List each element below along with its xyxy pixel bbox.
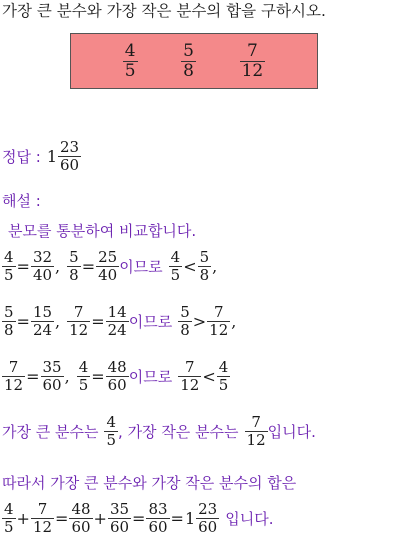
comparison-row-3 [2,360,230,393]
sum-suffix: 입니다. [225,509,274,528]
sum-t1-d: 5 [4,518,14,536]
fraction [67,305,90,338]
box-fractions-0-n: 4 [124,40,136,61]
comparison-row-2 [2,305,237,338]
fraction [169,250,183,283]
answer-whole: 1 [46,147,57,166]
plus: + [93,509,107,528]
fraction [31,305,54,338]
eq: = [91,367,105,386]
fraction [178,305,192,338]
fractions-box [70,33,318,89]
fraction [58,140,81,173]
fraction [217,360,231,393]
comparisons-0-a2-n: 32 [32,248,53,266]
comparisons-2-r-d: 5 [218,376,229,394]
comparisons-1-b2-n: 14 [107,303,127,321]
fraction [207,305,230,338]
mixed-number [185,502,219,535]
answer-d: 60 [60,156,80,174]
fraction [196,502,219,535]
comma: , [55,257,61,276]
comparisons-2-a2-d: 60 [42,376,62,394]
comparisons-1-b-n: 7 [73,303,84,321]
sum-intro: 따라서 가장 큰 분수와 가장 작은 분수의 합은 [2,474,297,492]
eq: = [16,312,30,331]
fraction [31,250,54,283]
comparisons-0-l-d: 5 [170,266,181,284]
fraction [2,305,16,338]
box-fractions-0-d: 5 [124,60,136,81]
sum-result-d: 60 [198,518,218,536]
fraction [146,502,169,535]
comparisons-0-r-d: 8 [199,266,210,284]
comparisons-2-b-d: 5 [78,376,89,394]
fraction [2,502,16,535]
eq: = [26,367,40,386]
fraction [106,360,129,393]
comma: , [231,312,237,331]
answer-value [47,140,81,173]
comparisons-2-text: 이므로 [128,367,173,386]
box-fraction-3 [240,40,266,81]
sum-t2-n: 7 [37,500,48,518]
comparisons-1-a-d: 8 [4,321,14,339]
box-fractions-1-n: 5 [183,40,194,61]
sum-line [2,502,273,535]
eq: = [91,312,105,331]
fraction [41,360,64,393]
comparisons-2-a-n: 7 [8,358,19,376]
box-fraction-1 [123,40,138,81]
comparisons-1-r-d: 12 [209,321,229,339]
comparisons-1-a2-d: 24 [32,321,53,339]
conclusion-p1: 가장 큰 분수는 [2,422,99,441]
box-fractions-2-n: 7 [246,40,258,61]
sum-result-n: 23 [198,500,218,518]
comparisons-0-a2-d: 40 [32,266,53,284]
comparisons-0-l-n: 4 [170,248,181,266]
comparisons-0-a-d: 5 [4,266,14,284]
comma: , [212,257,218,276]
step-intro: 분모를 통분하여 비교합니다. [8,222,197,240]
comparisons-0-b2-n: 25 [98,248,118,266]
plus: + [16,509,30,528]
fraction [178,360,201,393]
answer-label: 정답 : [2,147,41,166]
box-fractions-2-d: 12 [241,60,264,81]
comparisons-2-b-n: 4 [78,358,89,376]
comparisons-2-l-d: 12 [180,376,200,394]
fraction [198,250,212,283]
answer-line [2,140,81,173]
fraction [96,250,119,283]
fraction [69,502,92,535]
conclusion-line [2,415,316,448]
eq: = [81,257,96,276]
comparisons-2-b2-d: 60 [107,376,127,394]
eq: = [55,509,69,528]
answer-n: 23 [60,138,80,156]
conclusion-p2: , 가장 작은 분수는 [118,422,239,441]
fraction [245,415,268,448]
comparisons-2-a-d: 12 [4,376,24,394]
conclusion-small-d: 12 [246,431,266,449]
sum-t1-n: 4 [4,500,14,518]
conclusion-big-n: 4 [106,413,117,431]
sum-t5-n: 83 [148,500,168,518]
eq: = [170,509,184,528]
conclusion-small-n: 7 [251,413,261,431]
comparisons-0-b-n: 5 [69,248,79,266]
conclusion-big-d: 5 [106,431,117,449]
box-fraction-2 [181,40,196,81]
comparisons-2-a2-n: 35 [42,358,62,376]
sum-t5-d: 60 [148,518,168,536]
sum-t4-n: 35 [109,500,130,518]
comparisons-0-b2-d: 40 [98,266,118,284]
sum-t2-d: 12 [32,518,53,536]
fraction [77,360,91,393]
comparisons-1-b2-d: 24 [107,321,127,339]
comparisons-1-a2-n: 15 [32,303,53,321]
comparisons-2-op: < [202,367,216,386]
comma: , [55,312,61,331]
comparisons-1-l-n: 5 [180,303,190,321]
comparisons-2-l-n: 7 [184,358,195,376]
comparisons-1-text: 이므로 [128,312,173,331]
comparisons-1-r-n: 7 [213,303,224,321]
comparisons-1-l-d: 8 [180,321,190,339]
comparisons-2-r-n: 4 [218,358,229,376]
comparisons-1-b-d: 12 [69,321,89,339]
fraction [31,502,54,535]
comparisons-1-a-n: 5 [4,303,14,321]
comparisons-0-r-n: 5 [199,248,210,266]
fraction [2,250,16,283]
question-text: 가장 큰 분수와 가장 작은 분수의 합을 구하시오. [2,2,326,20]
comparisons-0-b-d: 8 [69,266,79,284]
box-fractions-1-d: 8 [183,60,194,81]
fraction [67,250,81,283]
sum-result-whole: 1 [184,509,196,528]
comparisons-0-op: < [183,257,197,276]
sum-t3-d: 60 [71,518,91,536]
sum-t4-d: 60 [109,518,130,536]
fraction [106,305,129,338]
fraction [104,415,118,448]
comparisons-2-b2-n: 48 [107,358,127,376]
eq: = [16,257,30,276]
comparisons-0-a-n: 4 [4,248,14,266]
conclusion-p3: 입니다. [267,422,316,441]
fraction [2,360,25,393]
sum-t3-n: 48 [71,500,91,518]
solution-label: 해설 : [2,192,41,210]
comparison-row-1 [2,250,218,283]
comparisons-1-op: > [192,312,207,331]
fraction [108,502,131,535]
comparisons-0-text: 이므로 [119,257,163,276]
eq: = [132,509,146,528]
comma: , [64,367,70,386]
